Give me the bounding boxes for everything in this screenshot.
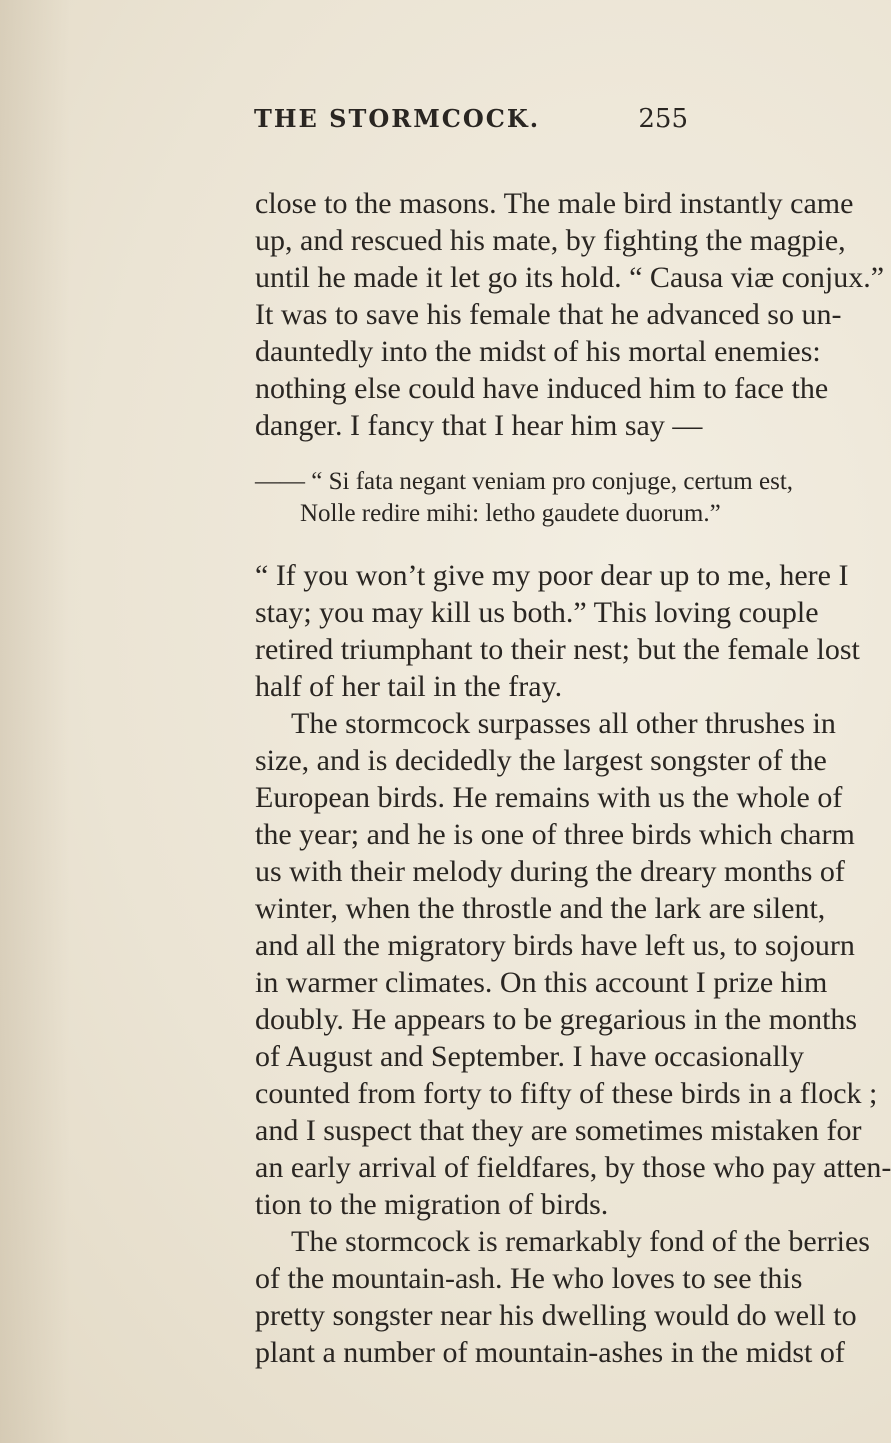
text-line: counted from forty to fifty of these birds in a flock ; [255, 1077, 878, 1110]
text-line: until he made it let go its hold. “ Causa viæ conjux.” [255, 261, 885, 294]
page-header [0, 104, 800, 144]
text-line: plant a number of mountain-ashes in the midst of [255, 1336, 845, 1369]
text-line: retired triumphant to their nest; but the female lost [255, 633, 860, 666]
text-line: us with their melody during the dreary months of [255, 855, 845, 888]
text-line: tion to the migration of birds. [255, 1188, 609, 1221]
text-line: size, and is decidedly the largest songster of the [255, 744, 827, 777]
text-line: European birds. He remains with us the whole of [255, 781, 843, 814]
text-line: and all the migratory birds have left us, to sojourn [255, 929, 855, 962]
text-line: stay; you may kill us both.” This loving couple [255, 596, 819, 629]
text-line: up, and rescued his mate, by fighting the magpie, [255, 224, 846, 257]
latin-quote-line: Nolle redire mihi: letho gaudete duorum.” [300, 500, 721, 527]
text-line: an early arrival of fieldfares, by those who pay atten- [255, 1151, 891, 1184]
text-line: of the mountain-ash. He who loves to see this [255, 1262, 803, 1295]
text-line: in warmer climates. On this account I prize him [255, 966, 828, 999]
text-line: the year; and he is one of three birds which charm [255, 818, 855, 851]
running-head: THE STORMCOCK. [254, 104, 541, 133]
text-line: It was to save his female that he advanced so un- [255, 298, 842, 331]
text-line: and I suspect that they are sometimes mistaken for [255, 1114, 862, 1147]
text-line: dauntedly into the midst of his mortal enemies: [255, 335, 821, 368]
text-line: danger. I fancy that I hear him say — [255, 409, 703, 442]
text-line: close to the masons. The male bird instantly came [255, 187, 854, 220]
text-line: “ If you won’t give my poor dear up to me, here I [255, 559, 849, 592]
page-gutter-shadow [0, 0, 70, 1443]
latin-quote-line: —— “ Si fata negant veniam pro conjuge, certum est, [255, 468, 794, 495]
text-line: of August and September. I have occasionally [255, 1040, 805, 1073]
text-line: pretty songster near his dwelling would do well to [255, 1299, 857, 1332]
text-line: doubly. He appears to be gregarious in the months [255, 1003, 858, 1036]
page-number: 255 [638, 104, 688, 134]
text-line: The stormcock is remarkably fond of the berries [291, 1225, 870, 1258]
text-line: half of her tail in the fray. [255, 670, 563, 703]
text-line: The stormcock surpasses all other thrushes in [291, 707, 836, 740]
text-line: winter, when the throstle and the lark are silent, [255, 892, 826, 925]
text-line: nothing else could have induced him to face the [255, 372, 829, 405]
